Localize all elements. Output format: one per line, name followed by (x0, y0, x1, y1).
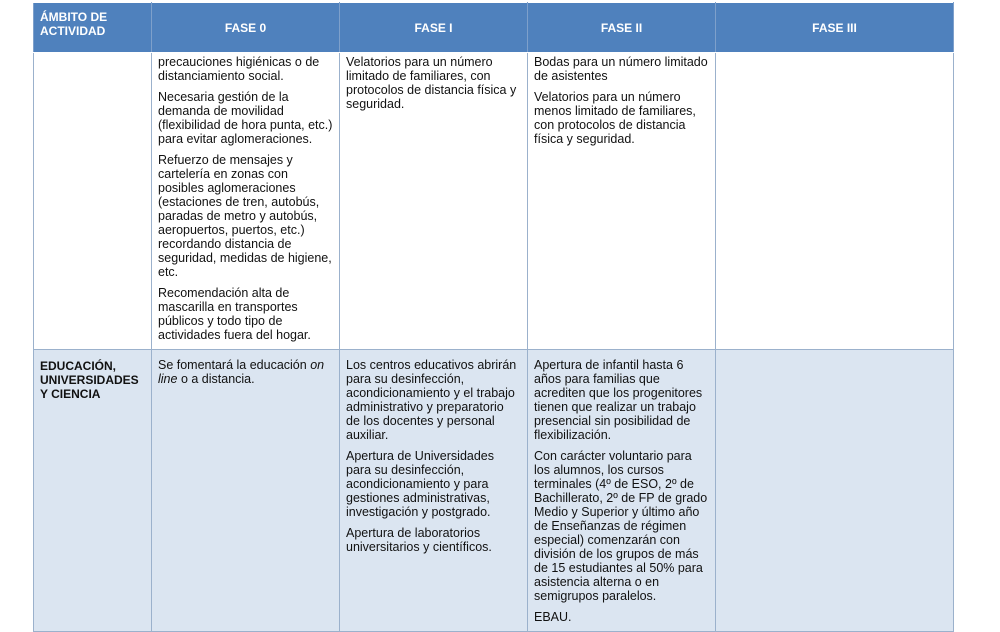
paragraph: Recomendación alta de mascarilla en transportes públicos y todo tipo de actividades fuera del hogar. (158, 286, 311, 342)
table-row (34, 53, 954, 350)
paragraph: Con carácter voluntario para los alumnos, los cursos terminales (4º de ESO, 2º de Bachillerato, 2º de FP de grado Medio y Superior y último año de Enseñanzas de régimen especial) comenzarán con división de los grupos de más de 15 estudiantes al 50% para asistencia alterna o en semigrupos paralelos. (534, 449, 708, 603)
header-fase-0: FASE 0 (152, 3, 340, 53)
header-fase-3: FASE III (716, 3, 954, 53)
cell-fase-1 (340, 53, 528, 350)
emphasis-text: on line (158, 358, 325, 386)
paragraph: Refuerzo de mensajes y cartelería en zonas con posibles aglomeraciones (estaciones de tren, autobús, paradas de metro y autobús, aeropuertos, puertos, etc.) recordando distancia de seguridad, medidas de higiene, etc. (158, 153, 332, 279)
phases-table (33, 2, 954, 632)
paragraph: Velatorios para un número limitado de familiares, con protocolos de distancia física y seguridad. (346, 55, 517, 111)
category-label: EDUCACIÓN, UNIVERSIDADES Y CIENCIA (34, 350, 152, 632)
cell-fase-0 (152, 53, 340, 350)
table-row (34, 350, 954, 632)
paragraph: Bodas para un número limitado de asistentes (534, 55, 708, 83)
paragraph: Velatorios para un número menos limitado de familiares, con protocolos de distancia física y seguridad. (534, 90, 696, 146)
header-fase-2: FASE II (528, 3, 716, 53)
paragraph (158, 358, 333, 386)
cell-fase-3 (716, 53, 954, 350)
header-fase-1: FASE I (340, 3, 528, 53)
paragraph: precauciones higiénicas o de distanciamiento social. (158, 55, 320, 83)
cell-fase-2 (528, 53, 716, 350)
paragraph: Apertura de Universidades para su desinfección, acondicionamiento y para gestiones administrativas, investigación y postgrado. (346, 449, 494, 519)
paragraph: Necesaria gestión de la demanda de movilidad (flexibilidad de hora punta, etc.) para evitar aglomeraciones. (158, 90, 333, 146)
paragraph: Los centros educativos abrirán para su desinfección, acondicionamiento y el trabajo administrativo y preparatorio de los docentes y personal auxiliar. (346, 358, 517, 442)
cell-fase-1 (340, 350, 528, 632)
text-run: o a distancia. (177, 372, 255, 386)
paragraph: Apertura de infantil hasta 6 años para familias que acrediten que los progenitores tienen que realizar un trabajo presencial sin posibilidad de flexibilización. (534, 358, 703, 442)
header-ambito: ÁMBITO DE ACTIVIDAD (34, 3, 152, 53)
cell-fase-2 (528, 350, 716, 632)
cell-fase-0 (152, 350, 340, 632)
cell-fase-3 (716, 350, 954, 632)
header-row (34, 3, 954, 53)
paragraph: EBAU. (534, 610, 572, 624)
cell-ambito (34, 53, 152, 350)
paragraph: Apertura de laboratorios universitarios y científicos. (346, 526, 492, 554)
text-run: Se fomentará la educación (158, 358, 311, 372)
